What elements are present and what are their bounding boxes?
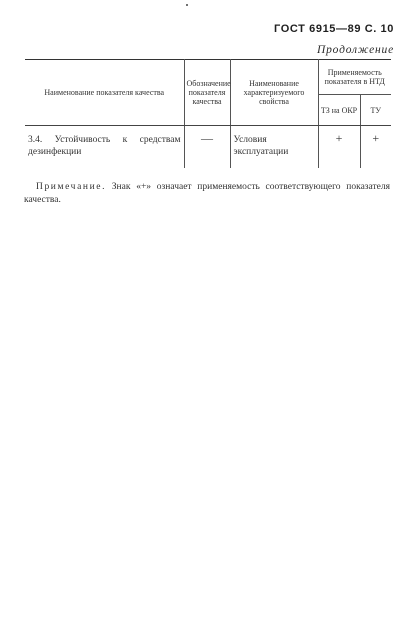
cell-property: Условия эксплуатации — [230, 126, 318, 169]
header-designation: Обозначение показателя качества — [184, 60, 230, 126]
document-code-header: ГОСТ 6915—89 С. 10 — [274, 23, 394, 35]
footnote-text: Знак «+» означает применяемость соответствующего показателя качества. — [24, 181, 390, 205]
cell-indicator: 3.4. Устойчивость к средствам дезинфекции — [25, 126, 184, 169]
quality-indicators-table — [25, 59, 391, 168]
footnote-lead: Примечание. — [36, 181, 107, 192]
footnote — [24, 181, 390, 207]
header-tu: ТУ — [360, 95, 391, 126]
table-row — [25, 126, 391, 169]
header-property-name: Наименование характеризуемого свойства — [230, 60, 318, 126]
header-applicability: Применяемость показателя в НТД — [318, 60, 391, 95]
print-speck — [186, 4, 188, 6]
cell-tz-okr: + — [318, 126, 360, 169]
continuation-label: Продолжение — [317, 44, 394, 56]
table-header — [25, 60, 391, 126]
header-tz-okr: ТЗ на ОКР — [318, 95, 360, 126]
cell-tu: + — [360, 126, 391, 169]
header-indicator-name: Наименование показателя качества — [25, 60, 184, 126]
cell-designation: — — [184, 126, 230, 169]
